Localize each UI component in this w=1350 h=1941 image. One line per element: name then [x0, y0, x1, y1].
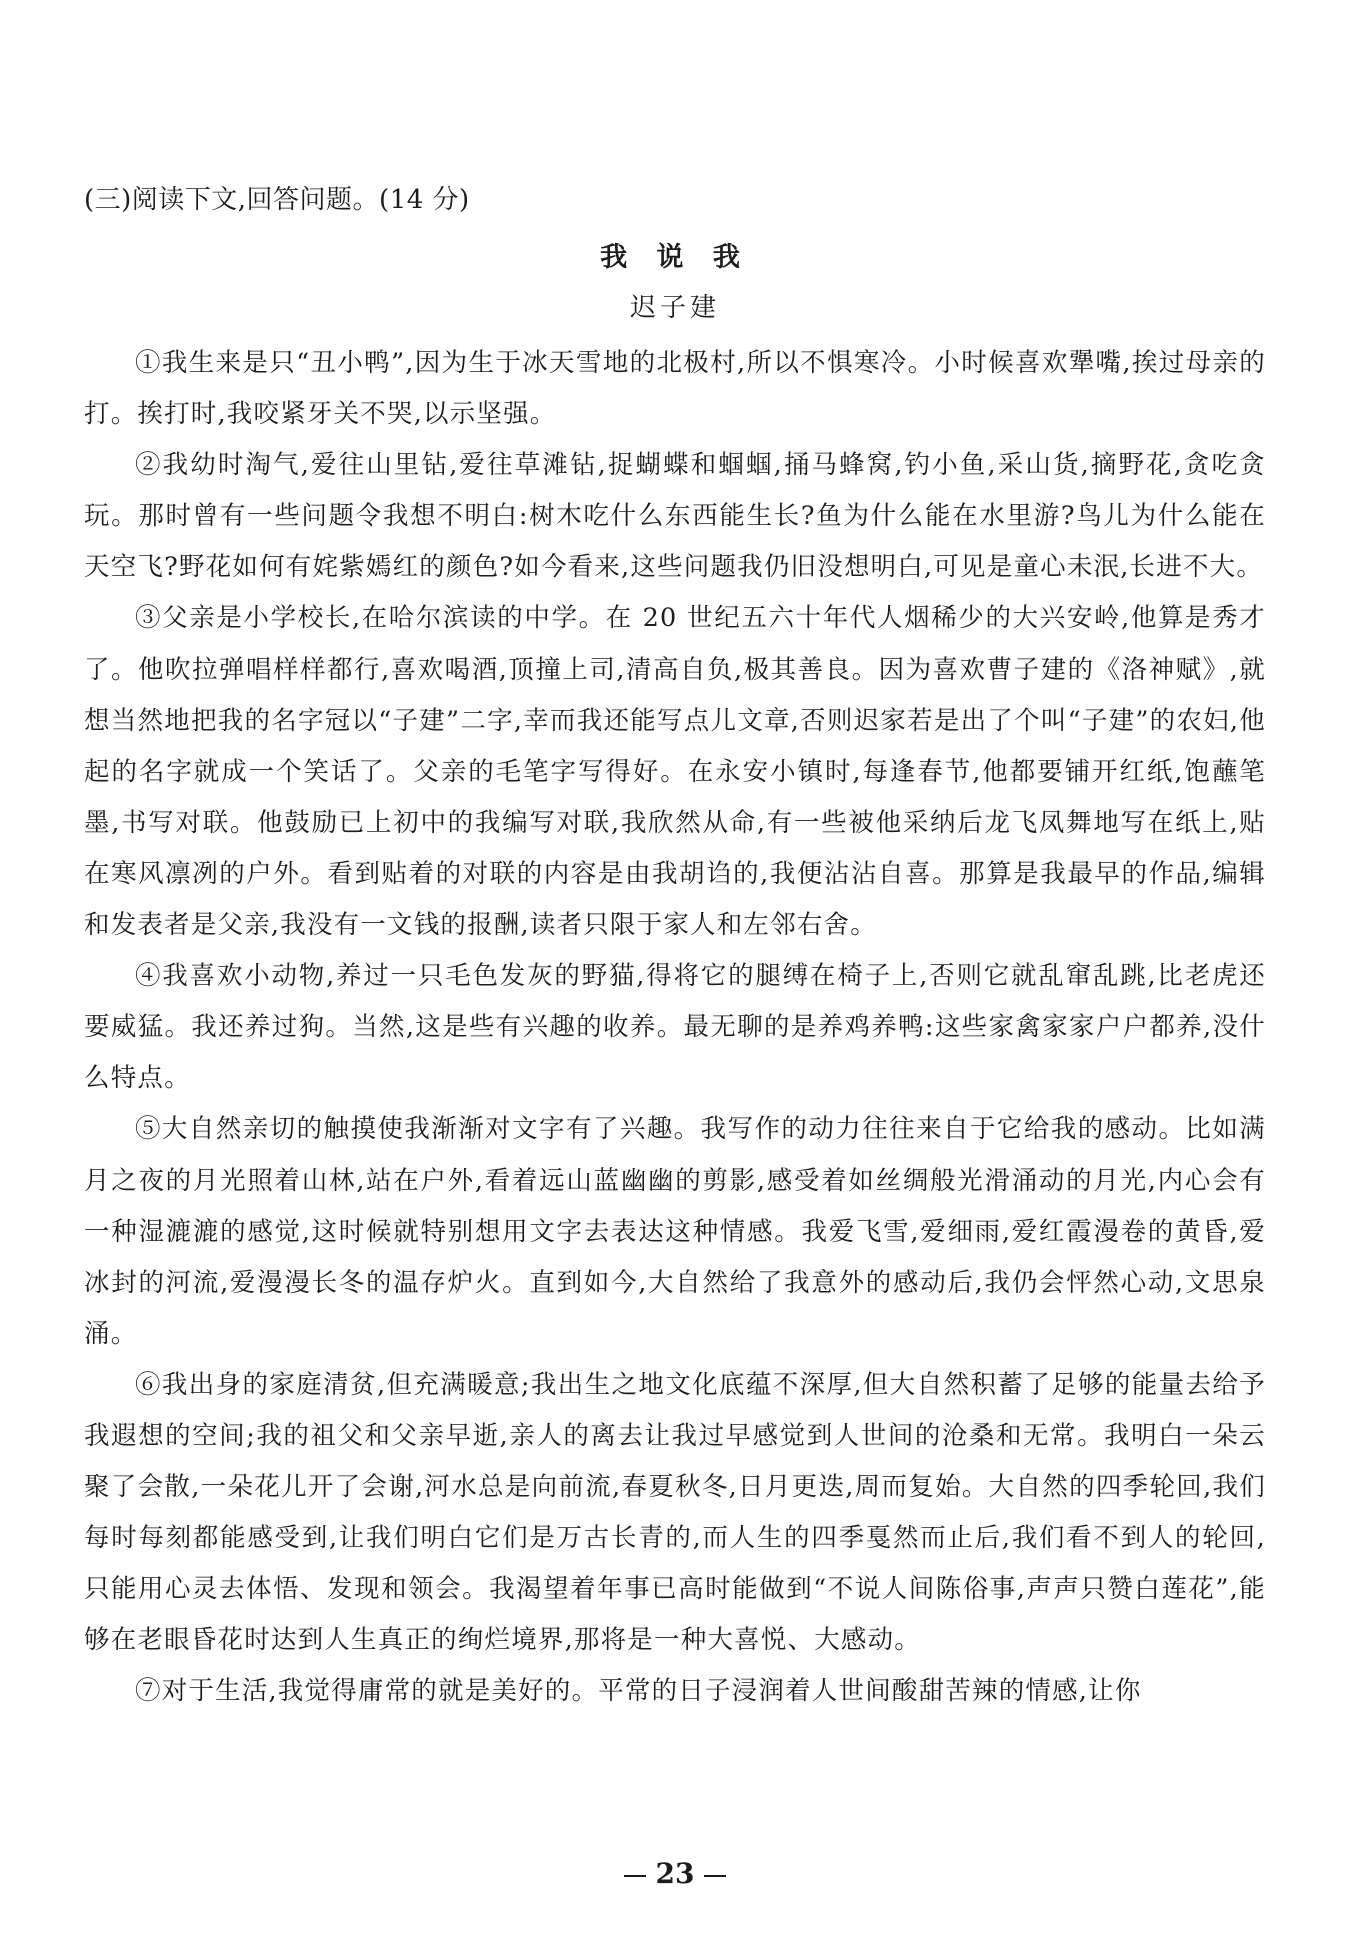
document-page [84, 178, 1266, 1718]
paragraph-2: ②我幼时淘气,爱往山里钻,爱往草滩钻,捉蝴蝶和蝈蝈,捅马蜂窝,钓小鱼,采山货,摘野花,贪吃贪玩。那时曾有一些问题令我想不明白:树木吃什么东西能生长?鱼为什么能在水里游?鸟儿为什么能在天空飞?野花如何有姹紫嫣红的颜色?如今看来,这些问题我仍旧没想明白,可见是童心未泯,长进不大。 [84, 450, 1266, 583]
article-author: 迟子建 [629, 293, 720, 323]
paragraph-3: ③父亲是小学校长,在哈尔滨读的中学。在 20 世纪五六十年代人烟稀少的大兴安岭,他算是秀才了。他吹拉弹唱样样都行,喜欢喝酒,顶撞上司,清高自负,极其善良。因为喜欢曹子建的《洛神赋》,就想当然地把我的名字冠以“子建”二字,幸而我还能写点儿文章,否则迟家若是出了个叫“子建”的农妇,他起的名字就成一个笑话了。父亲的毛笔字写得好。在永安小镇时,每逢春节,他都要铺开红纸,饱蘸笔墨,书写对联。他鼓励已上初中的我编写对联,我欣然从命,有一些被他采纳后龙飞凤舞地写在纸上,贴在寒风凛冽的户外。看到贴着的对联的内容是由我胡诌的,我便沾沾自喜。那算是我最早的作品,编辑和发表者是父亲,我没有一文钱的报酬,读者只限于家人和左邻右舍。 [84, 603, 1266, 941]
paragraph-5: ⑤大自然亲切的触摸使我渐渐对文字有了兴趣。我写作的动力往往来自于它给我的感动。比如满月之夜的月光照着山林,站在户外,看着远山蓝幽幽的剪影,感受着如丝绸般光滑涌动的月光,内心会有一种湿漉漉的感觉,这时候就特别想用文字去表达这种情感。我爱飞雪,爱细雨,爱红霞漫卷的黄昏,爱冰封的河流,爱漫漫长冬的温存炉火。直到如今,大自然给了我意外的感动后,我仍会怦然心动,文思泉涌。 [84, 1114, 1266, 1349]
section-heading: (三)阅读下文,回答问题。(14 分) [84, 185, 470, 215]
page-number: 23 [655, 1857, 695, 1890]
footer-dash-right [704, 1875, 726, 1877]
paragraph-1: ①我生来是只“丑小鸭”,因为生于冰天雪地的北极村,所以不惧寒冷。小时候喜欢犟嘴,挨过母亲的打。挨打时,我咬紧牙关不哭,以示坚强。 [84, 348, 1266, 430]
paragraph-7: ⑦对于生活,我觉得庸常的就是美好的。平常的日子浸润着人世间酸甜苦辣的情感,让你 [135, 1676, 1142, 1707]
footer-dash-left [624, 1875, 646, 1877]
paragraph-4: ④我喜欢小动物,养过一只毛色发灰的野猫,得将它的腿缚在椅子上,否则它就乱窜乱跳,比老虎还要威猛。我还养过狗。当然,这是些有兴趣的收养。最无聊的是养鸡养鸭:这些家禽家家户户都养,没什么特点。 [84, 961, 1266, 1094]
paragraph-6: ⑥我出身的家庭清贫,但充满暖意;我出生之地文化底蕴不深厚,但大自然积蓄了足够的能量去给予我遐想的空间;我的祖父和父亲早逝,亲人的离去让我过早感觉到人世间的沧桑和无常。我明白一朵云聚了会散,一朵花儿开了会谢,河水总是向前流,春夏秋冬,日月更迭,周而复始。大自然的四季轮回,我们每时每刻都能感受到,让我们明白它们是万古长青的,而人生的四季戛然而止后,我们看不到人的轮回,只能用心灵去体悟、发现和领会。我渴望着年事已高时能做到“不说人间陈俗事,声声只赞白莲花”,能够在老眼昏花时达到人生真正的绚烂境界,那将是一种大喜悦、大感动。 [84, 1369, 1266, 1656]
article-title: 我 说 我 [600, 242, 750, 273]
page-footer [0, 1854, 1350, 1894]
